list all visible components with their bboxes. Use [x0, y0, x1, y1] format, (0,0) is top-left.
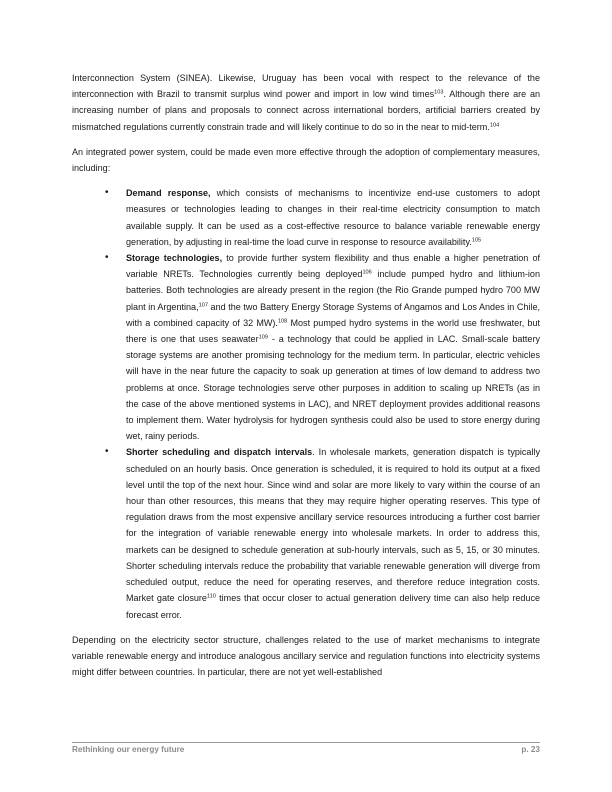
footnote-ref-105[interactable]: 105	[471, 237, 482, 244]
list-item-storage-technologies	[72, 250, 540, 444]
list-item-shorter-scheduling	[72, 444, 540, 622]
measures-list	[72, 185, 540, 622]
footnote-ref-106[interactable]: 106	[362, 269, 372, 276]
list-item-demand-response	[72, 185, 540, 250]
list-item-text: include pumped hydro and lithium-ion batteries. Both technologies are already present in the region (the Rio Grande pumped hydro 700 MW plant in Argentina,	[126, 269, 540, 312]
footnote-ref-107[interactable]: 107	[198, 302, 208, 309]
bullet-icon: •	[105, 446, 109, 458]
paragraph-text: . Although there are an increasing number of plans and proposals to connect across international borders, artificial barriers created by mismatched regulations currently constrain trade and will likely continue to do so in the near to mid-term.	[72, 89, 541, 132]
paragraph-interconnection	[72, 70, 540, 135]
list-item-text: times that occur closer to actual generation delivery time can also help reduce forecast error.	[126, 593, 540, 620]
bullet-icon: •	[105, 187, 109, 199]
footnote-ref-109[interactable]: 109	[258, 334, 268, 341]
paragraph-integrated-system	[72, 144, 540, 176]
page-number: p. 23	[521, 745, 540, 754]
bullet-icon: •	[105, 252, 109, 264]
paragraph-text: Depending on the electricity sector structure, challenges related to the use of market mechanisms to integrate variable renewable energy and introduce analogous ancillary service and regulation functions into electricity systems might differ between countries. In particular, there are not yet well-established	[72, 634, 540, 678]
term-storage-technologies: Storage technologies,	[126, 253, 223, 264]
list-item-text: and the two Battery Energy Storage Systems of Angamos and Los Andes in Chile, with a combined capacity of 32 MW).	[126, 301, 540, 328]
term-shorter-scheduling: Shorter scheduling and dispatch intervals	[126, 447, 313, 458]
footnote-ref-103[interactable]: 103	[434, 89, 444, 96]
list-item-text: which consists of mechanisms to incentivize end-use customers to adopt measures or technologies leading to changes in their real-time electricity consumption to match available supply. It can be used as a cost-effective resource to balance variable renewable energy generation, by adjusting in real-time the load curve in response to resource availability.	[126, 188, 540, 247]
list-item-text: - a technology that could be applied in LAC. Small-scale battery storage systems are another promising technology for the medium term. In particular, electric vehicles will have in the near future the capacity to soak up generation at times of low demand to address two problems at once. Storage technologies serve other purposes in addition to scaling up NRETs (as in the case of the above mentioned systems in LAC), and NRET deployment provides additional reasons to implement them. Water hydrolysis for hydrogen synthesis could also be used to store energy during wet, rainy periods.	[126, 334, 540, 442]
footer-divider	[72, 742, 540, 743]
list-item-text: . In wholesale markets, generation dispatch is typically scheduled on an hourly basis. Once generation is scheduled, it is required to hold its output at a fixed level until the top of the next hour. Since wind and solar are more likely to vary within the course of an hour than other resources, this means that they may require higher operating reserves. This type of regulation draws from the most expensive ancillary service resources introducing a further cost barrier for the integration of variable renewable energy into wholesale markets. In order to address this, markets can be designed to schedule generation at sub-hourly intervals, such as 5, 15, or 30 minutes. Shorter scheduling intervals reduce the probability that variable renewable generation will diverge from scheduled output, reduce the need for operating reserves, and therefore reduce integration costs. Market gate closure	[126, 447, 540, 604]
list-item-text: Most pumped hydro systems in the world use freshwater, but there is one that uses seawater	[126, 317, 541, 345]
paragraph-market-mechanisms	[72, 632, 540, 681]
paragraph-text: An integrated power system, could be made even more effective through the adoption of complementary measures, including:	[72, 146, 540, 174]
footnote-ref-108[interactable]: 108	[277, 318, 288, 325]
body-text	[72, 70, 540, 689]
paragraph-text: Interconnection System (SINEA). Likewise, Uruguay has been vocal with respect to the relevance of the interconnection with Brazil to transmit surplus wind power and import in low wind times	[72, 73, 540, 100]
list-item-text: to provide further system flexibility and thus enable a higher penetration of variable NRETs. Technologies currently being deployed	[126, 253, 540, 280]
footer-title: Rethinking our energy future	[72, 745, 185, 754]
footnote-ref-110[interactable]: 110	[206, 593, 216, 600]
term-demand-response: Demand response,	[126, 188, 211, 199]
footnote-ref-104[interactable]: 104	[489, 122, 500, 129]
